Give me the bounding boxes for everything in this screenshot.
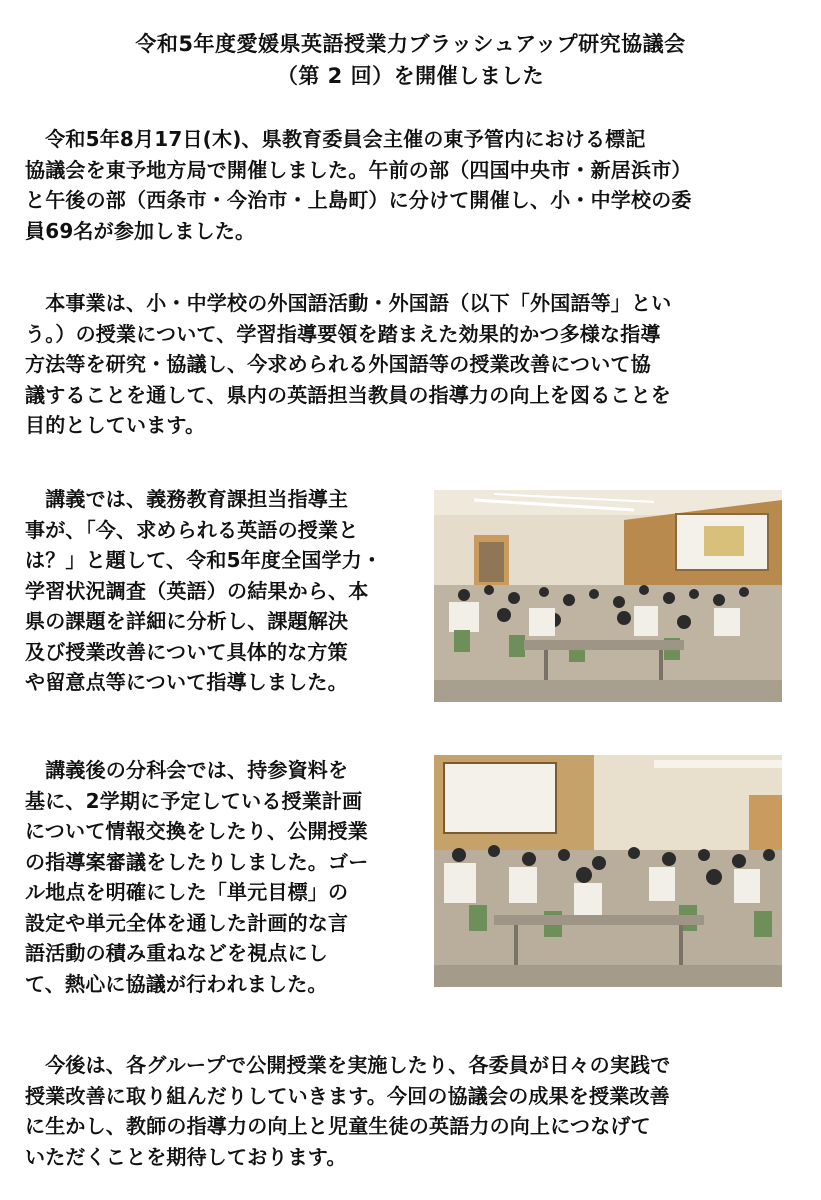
text-line: 本事業は、小・中学校の外国語活動・外国語（以下「外国語等」とい [25, 291, 672, 315]
lecture-hall-photo [434, 490, 782, 702]
paragraph-future [25, 1050, 800, 1172]
text-line: の指導案審議をしたりしました。ゴー [25, 849, 369, 874]
text-line: は？」と題して、令和5年度全国学力・ [25, 548, 383, 572]
text-line: 議することを通して、県内の英語担当教員の指導力の向上を図ることを [25, 382, 671, 407]
text-line: 方法等を研究・協議し、今求められる外国語等の授業改善について協 [25, 352, 651, 376]
text-line: いただくことを期待しております。 [25, 1144, 347, 1169]
text-line: 員69名が参加しました。 [25, 218, 256, 243]
text-line: 協議会を東予地方局で開催しました。午前の部（四国中央市・新居浜市） [25, 157, 692, 182]
text-line: に生かし、教師の指導力の向上と児童生徒の英語力の向上につなげて [25, 1114, 651, 1138]
text-line: について情報交換をしたり、公開授業 [25, 819, 368, 843]
text-line: や留意点等について指導しました。 [25, 670, 348, 694]
paragraph-purpose [25, 288, 800, 441]
text-line: 設定や単元全体を通した計画的な言 [25, 910, 349, 935]
page-title [0, 28, 821, 92]
text-line: 講義では、義務教育課担当指導主 [25, 487, 349, 511]
lecture-hall-illustration [434, 490, 782, 702]
breakout-session-photo [434, 755, 782, 987]
text-line: 講義後の分科会では、持参資料を [25, 758, 349, 782]
paragraph-breakout [25, 755, 425, 999]
text-line: 県の課題を詳細に分析し、課題解決 [25, 609, 349, 633]
text-line: ル地点を明確にした「単元目標」の [25, 880, 349, 904]
text-line: 授業改善に取り組んだりしていきます。今回の協議会の成果を授業改善 [25, 1083, 670, 1108]
breakout-session-illustration [434, 755, 782, 987]
text-line: 令和5年8月17日(木)、県教育委員会主催の東予管内における標記 [25, 127, 646, 151]
text-line: 及び授業改善について具体的な方策 [25, 639, 348, 664]
title-line-2: （第 2 回）を開催しました [276, 64, 545, 88]
paragraph-overview [25, 124, 800, 246]
text-line: 語活動の積み重ねなどを視点にし [25, 941, 328, 965]
text-line: 事が、「今、求められる英語の授業と [25, 517, 359, 542]
paragraph-lecture [25, 484, 425, 698]
text-line: 学習状況調査（英語）の結果から、本 [25, 578, 369, 603]
text-line: て、熱心に協議が行われました。 [25, 971, 328, 996]
text-line: 基に、2学期に予定している授業計画 [25, 788, 363, 813]
text-line: と午後の部（西条市・今治市・上島町）に分けて開催し、小・中学校の委 [25, 188, 692, 212]
text-line: 今後は、各グループで公開授業を実施したり、各委員が日々の実践で [25, 1053, 671, 1077]
text-line: う。）の授業について、学習指導要領を踏まえた効果的かつ多様な指導 [25, 321, 661, 346]
title-line-1: 令和5年度愛媛県英語授業力ブラッシュアップ研究協議会 [135, 32, 686, 56]
text-line: 目的としています。 [25, 413, 206, 437]
